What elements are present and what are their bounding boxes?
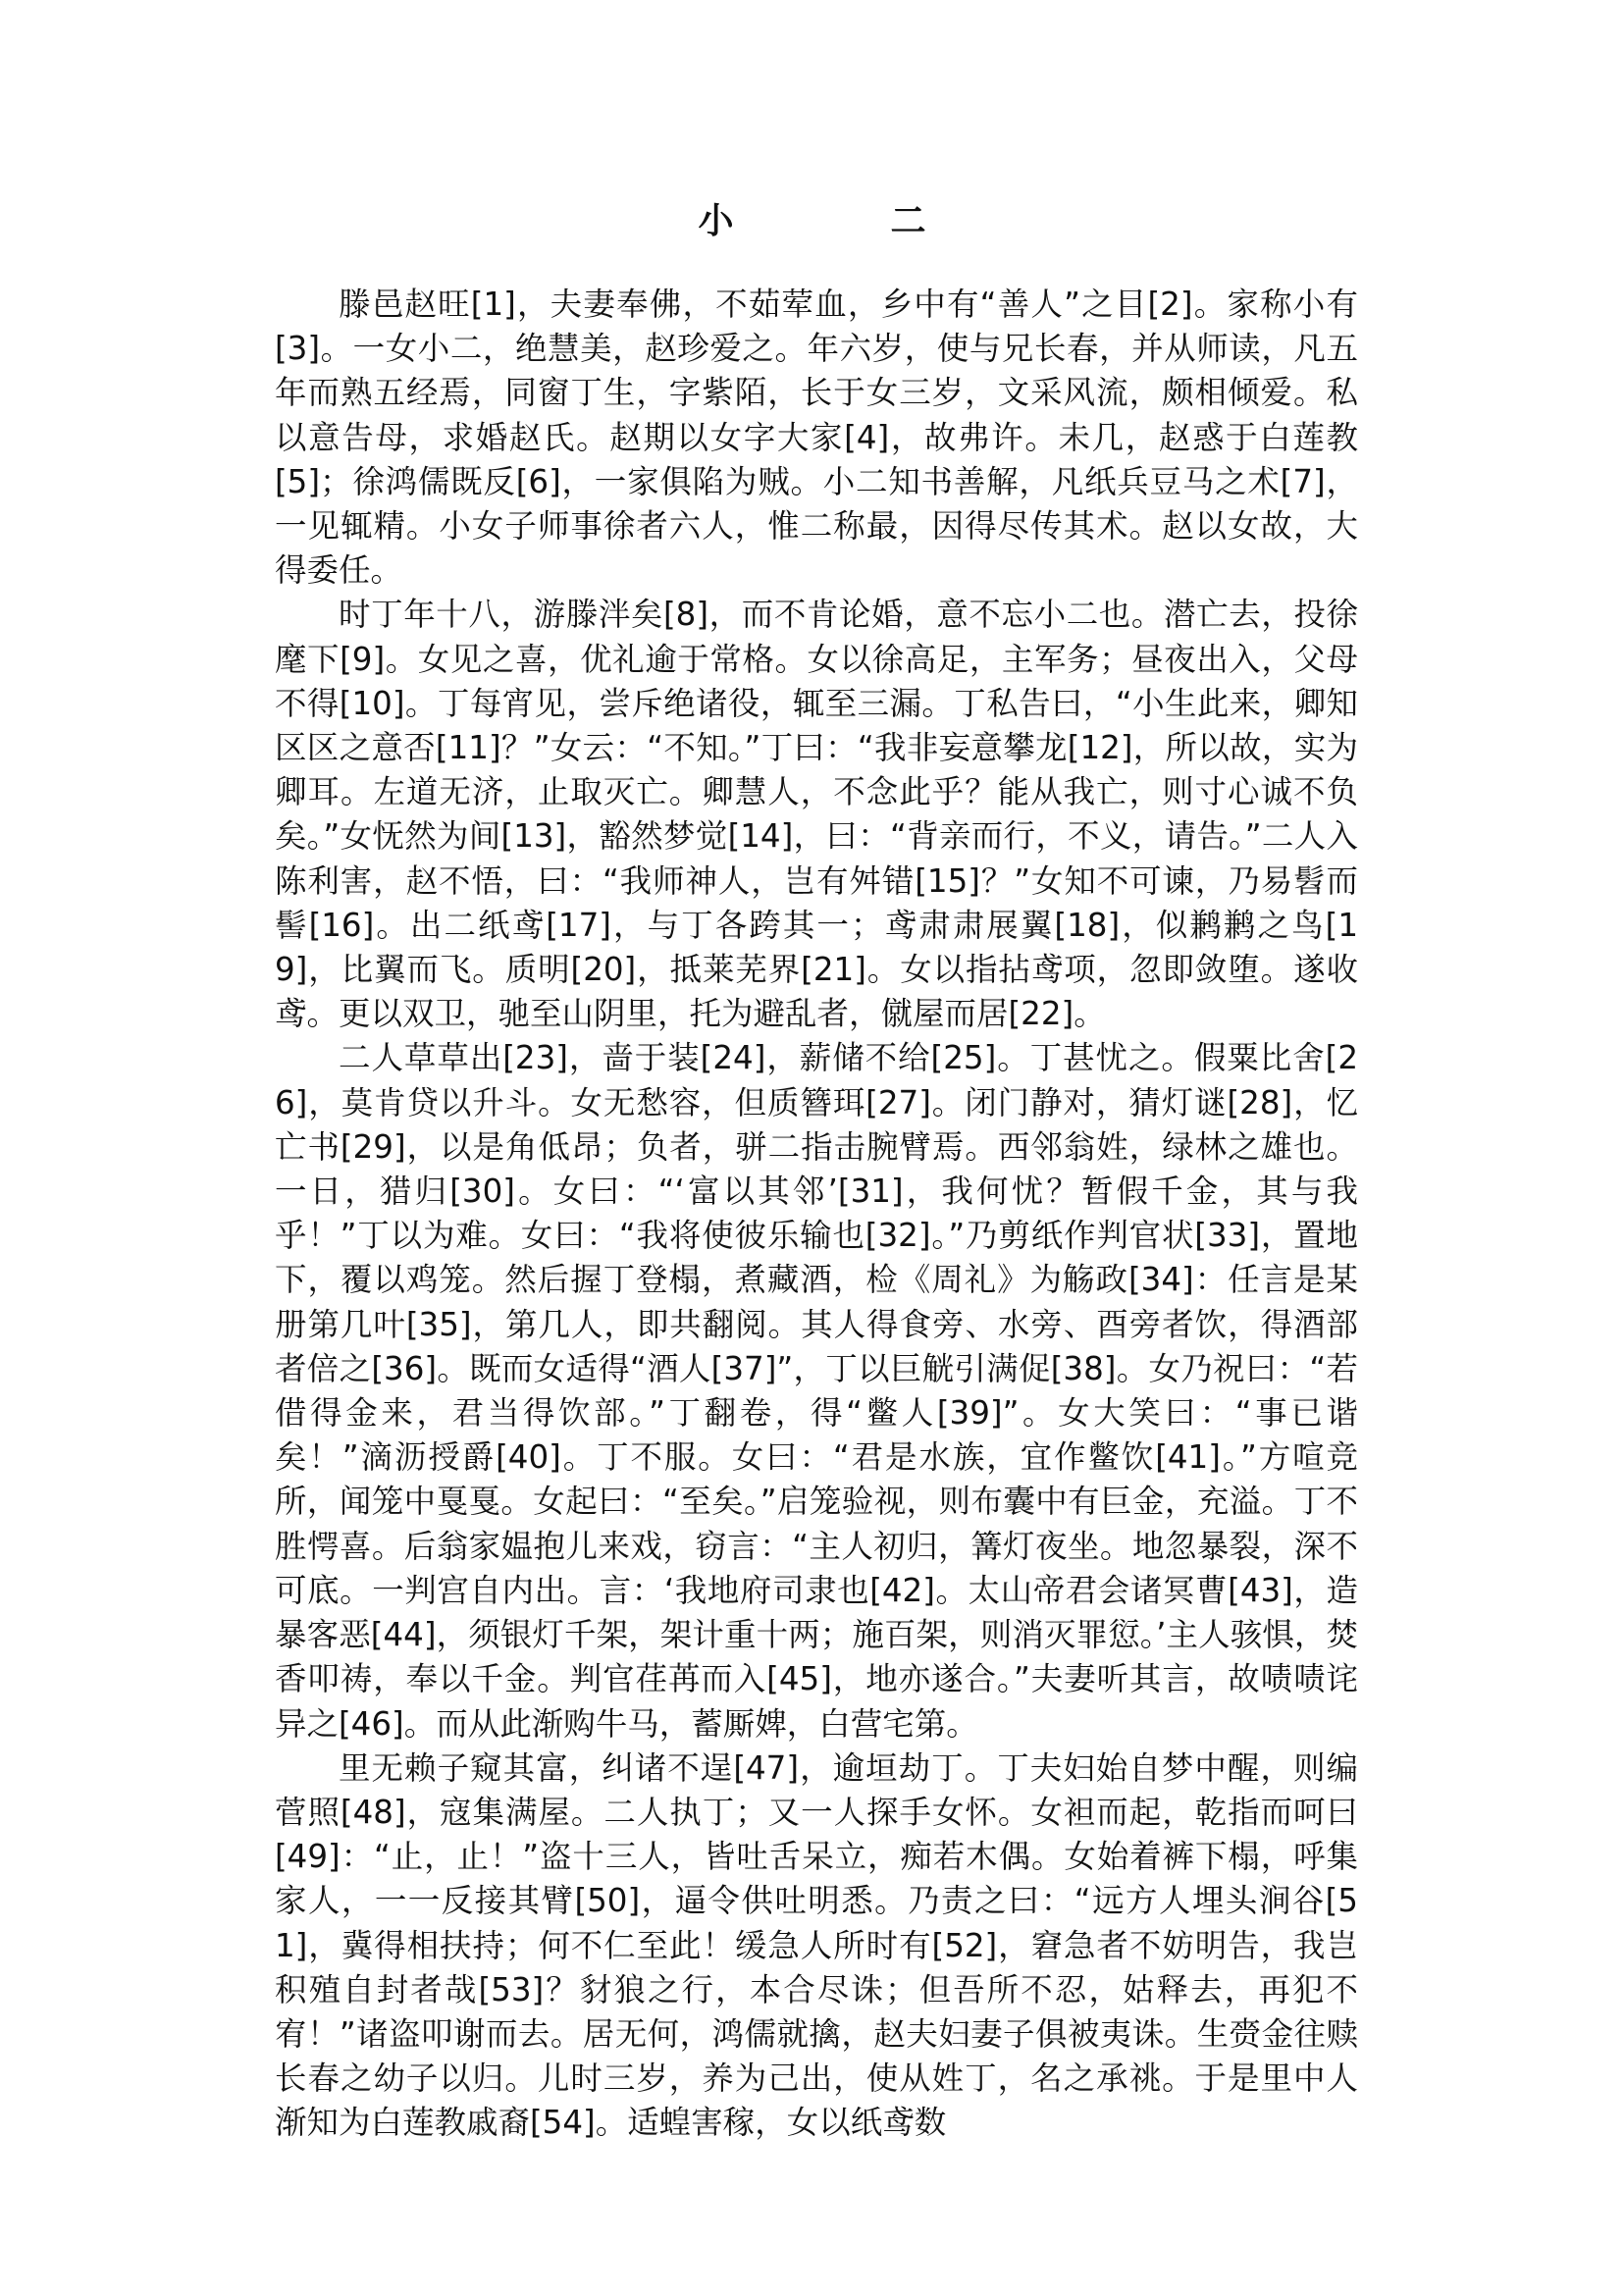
body-text bbox=[275, 283, 1358, 2146]
paragraph-2: 时丁年十八，游滕泮矣[8]，而不肯论婚，意不忘小二也。潜亡去，投徐麾下[9]。女见之喜，优礼逾于常格。女以徐高足，主军务；昼夜出入，父母不得[10]。丁每宵见，尝斥绝诸役，辄至三漏。丁私告曰，“小生此来，卿知区区之意否[11]？”女云：“不知。”丁曰：“我非妄意攀龙[12]，所以故，实为卿耳。左道无济，止取灭亡。卿慧人，不念此乎？能从我亡，则寸心诚不负矣。”女怃然为间[13]，豁然梦觉[14]，曰：“背亲而行，不义，请告。”二人入陈利害，赵不悟，曰：“我师神人，岂有舛错[15]？”女知不可谏，乃易髫而髻[16]。出二纸鸢[17]，与丁各跨其一；鸢肃肃展翼[18]，似鹣鹣之鸟[19]，比翼而飞。质明[20]，抵莱芜界[21]。女以指拈鸢项，忽即敛堕。遂收鸢。更以双卫，驰至山阴里，托为避乱者，僦屋而居[22]。 bbox=[275, 596, 1358, 1033]
page-title: 小 二 bbox=[698, 201, 987, 241]
paragraph-4: 里无赖子窥其富，纠诸不逞[47]，逾垣劫丁。丁夫妇始自梦中醒，则编菅照[48]，寇集满屋。二人执丁；又一人探手女怀。女袒而起，乾指而呵曰[49]：“止，止！”盗十三人，皆吐舌呆立，痴若木偶。女始着裤下榻，呼集家人，一一反接其臂[50]，逼令供吐明悉。乃责之曰：“远方人埋头涧谷[51]，冀得相扶持；何不仁至此！缓急人所时有[52]，窘急者不妨明告，我岂积殖自封者哉[53]？豺狼之行，本合尽诛；但吾所不忍，姑释去，再犯不宥！”诸盗叩谢而去。居无何，鸿儒就擒，赵夫妇妻子俱被夷诛。生赍金往赎长春之幼子以归。儿时三岁，养为己出，使从姓丁，名之承祧。于是里中人渐知为白莲教戚裔[54]。适蝗害稼，女以纸鸢数 bbox=[275, 1748, 1358, 2142]
paragraph-1: 滕邑赵旺[1]，夫妻奉佛，不茹荤血，乡中有“善人”之目[2]。家称小有[3]。一女小二，绝慧美，赵珍爱之。年六岁，使与兄长春，并从师读，凡五年而熟五经焉，同窗丁生，字紫陌，长于女三岁，文采风流，颇相倾爱。私以意告母，求婚赵氏。赵期以女字大家[4]，故弗许。未几，赵惑于白莲教[5]；徐鸿儒既反[6]，一家俱陷为贼。小二知书善解，凡纸兵豆马之术[7]，一见辄精。小女子师事徐者六人，惟二称最，因得尽传其术。赵以女故，大得委任。 bbox=[275, 286, 1358, 590]
paragraph-3: 二人草草出[23]，啬于装[24]，薪储不给[25]。丁甚忧之。假粟比舍[26]，莫肯贷以升斗。女无愁容，但质簪珥[27]。闭门静对，猜灯谜[28]，忆亡书[29]，以是角低昂；负者，骈二指击腕臂焉。西邻翁姓，绿林之雄也。一日，猎归[30]。女曰：“‘富以其邻’[31]，我何忧？暂假千金，其与我乎！”丁以为难。女曰：“我将使彼乐输也[32]。”乃剪纸作判官状[33]，置地下，覆以鸡笼。然后握丁登榻，煮藏酒，检《周礼》为觞政[34]：任言是某册第几叶[35]，第几人，即共翻阅。其人得食旁、水旁、酉旁者饮，得酒部者倍之[36]。既而女适得“酒人[37]”，丁以巨觥引满促[38]。女乃祝曰：“若借得金来，君当得饮部。”丁翻卷，得“鳖人[39]”。女大笑曰：“事已谐矣！”滴沥授爵[40]。丁不服。女曰：“君是水族，宜作鳖饮[41]。”方喧竞所，闻笼中戛戛。女起曰：“至矣。”启笼验视，则布囊中有巨金，充溢。丁不胜愕喜。后翁家媪抱儿来戏，窃言：“主人初归，篝灯夜坐。地忽暴裂，深不可底。一判宫自内出。言：‘我地府司隶也[42]。太山帝君会诸冥曹[43]，造暴客恶[44]，须银灯千架，架计重十两；施百架，则消灭罪愆。’主人骇惧，焚香叩祷，奉以千金。判官荏苒而入[45]，地亦遂合。”夫妻听其言，故啧啧诧异之[46]。而从此渐购牛马，蓄厮婢，白营宅第。 bbox=[275, 1039, 1358, 1743]
